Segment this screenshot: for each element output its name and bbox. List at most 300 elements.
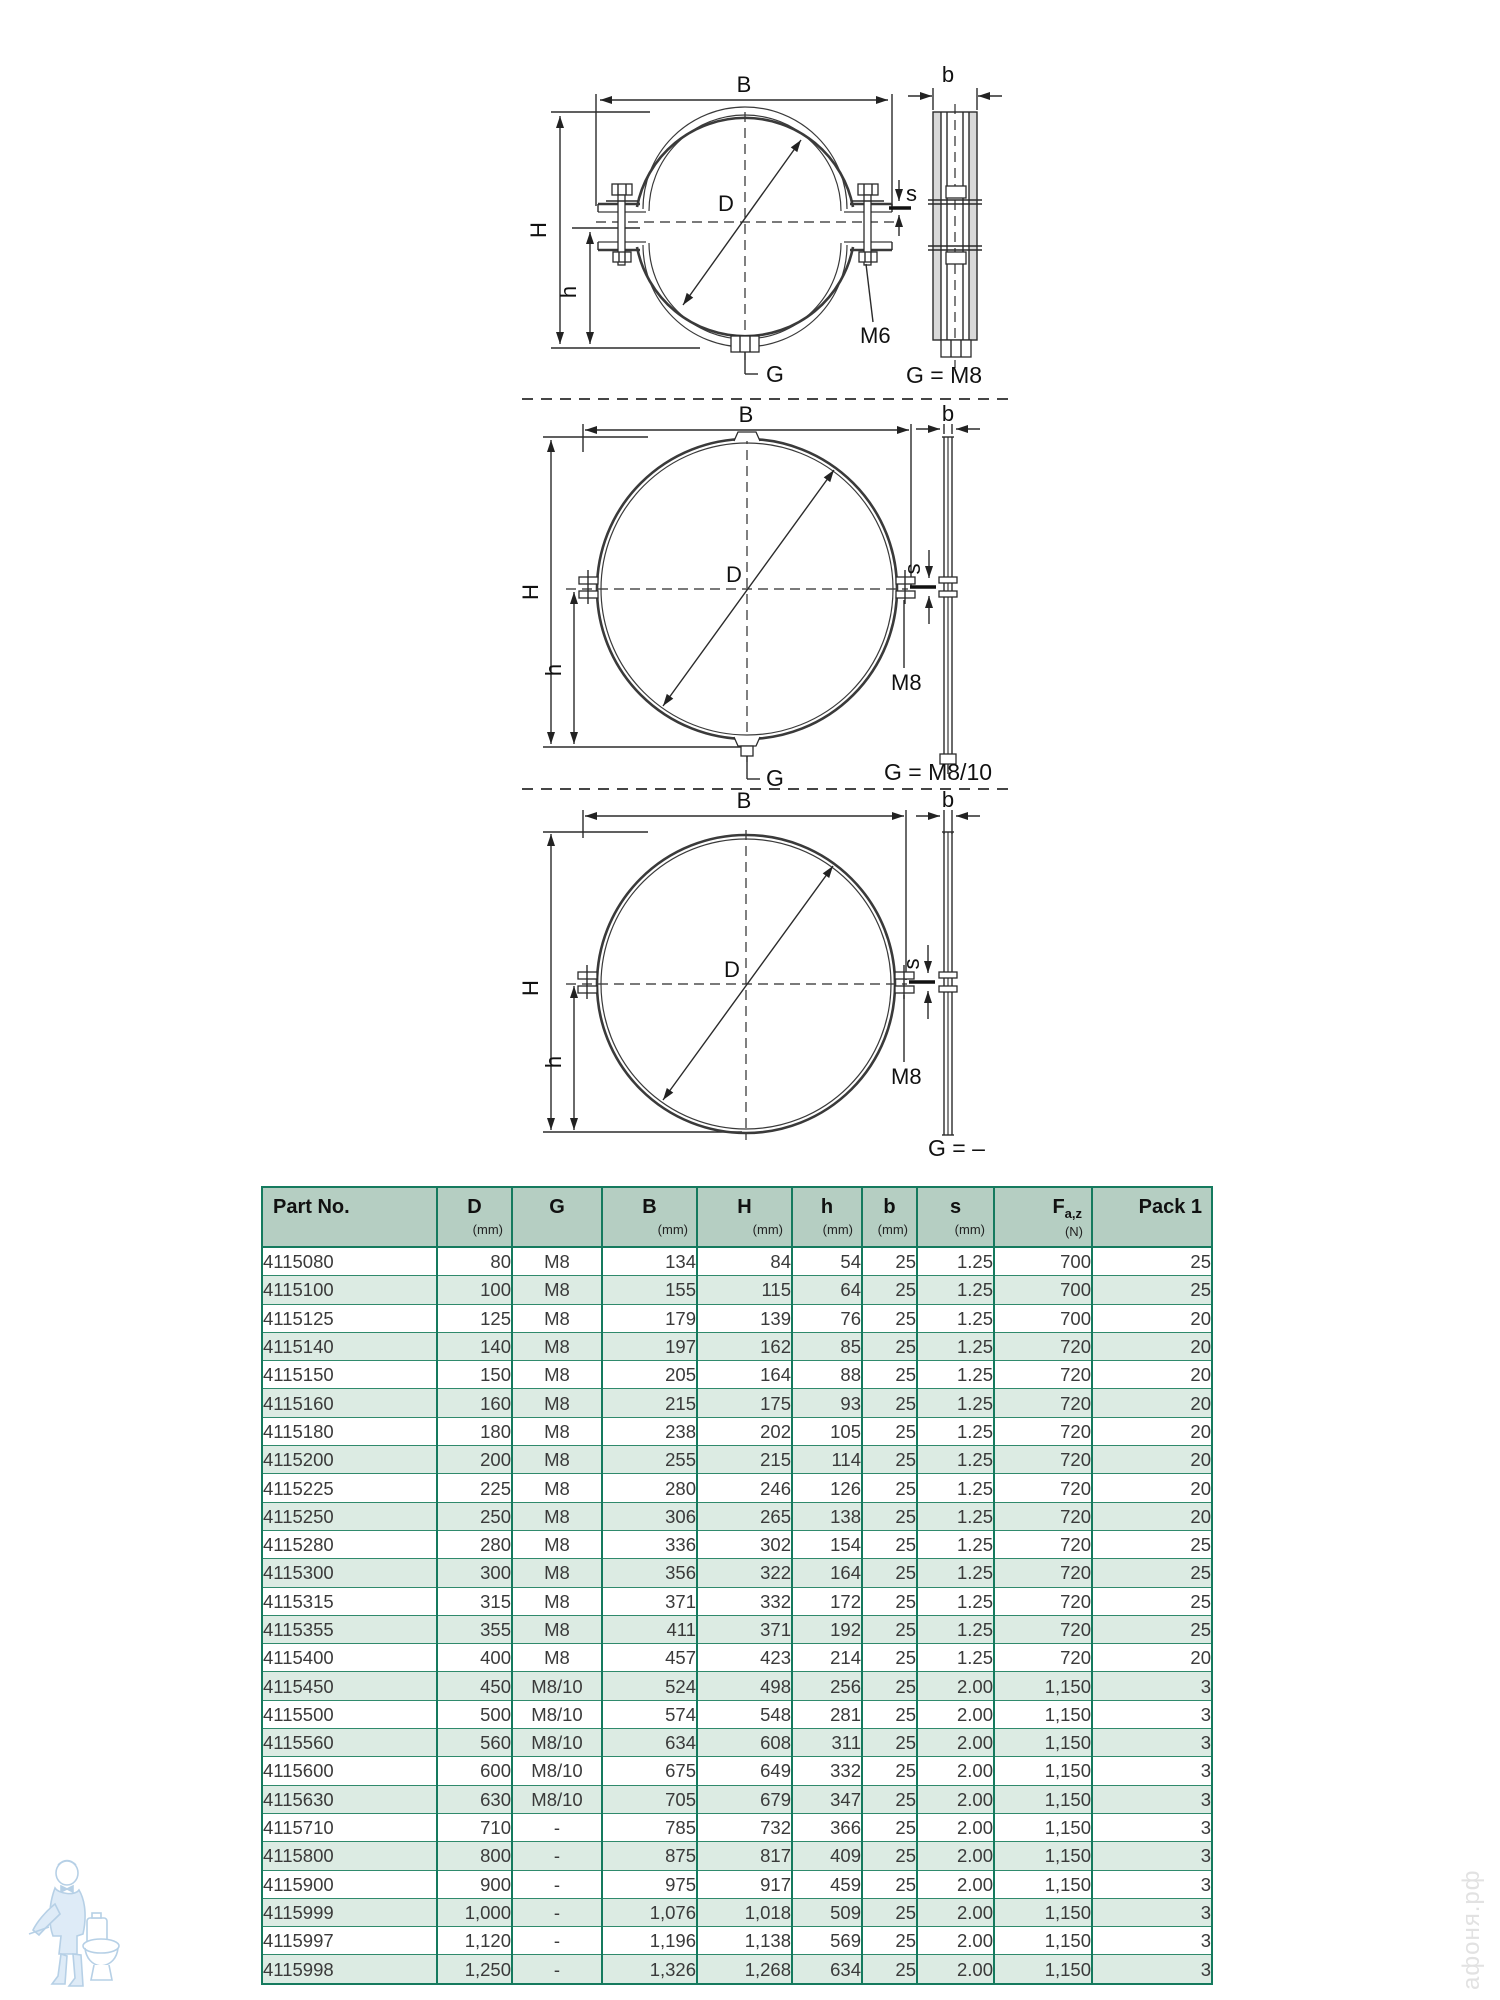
table-cell: 4115150 <box>262 1361 437 1389</box>
table-cell: 1,150 <box>994 1927 1092 1955</box>
table-cell: 2.00 <box>917 1672 994 1700</box>
table-row <box>262 1644 1212 1672</box>
thread-label: M8 <box>891 1064 922 1089</box>
table-cell: - <box>512 1842 602 1870</box>
table-cell: 80 <box>437 1247 512 1276</box>
table-cell: 1.25 <box>917 1446 994 1474</box>
table-cell: 4115315 <box>262 1587 437 1615</box>
table-cell: 500 <box>437 1700 512 1728</box>
table-cell: 25 <box>862 1729 917 1757</box>
table-cell: 25 <box>862 1955 917 1984</box>
table-cell: 197 <box>602 1332 697 1360</box>
table-row <box>262 1587 1212 1615</box>
table-cell: 1.25 <box>917 1474 994 1502</box>
table-cell: 4115160 <box>262 1389 437 1417</box>
col-header-part-no: Part No. <box>262 1187 437 1247</box>
table-cell: 509 <box>792 1898 862 1926</box>
table-row <box>262 1530 1212 1558</box>
table-cell: 105 <box>792 1417 862 1445</box>
table-cell: 238 <box>602 1417 697 1445</box>
table-cell: 3 <box>1092 1700 1212 1728</box>
table-cell: 347 <box>792 1785 862 1813</box>
table-cell: 25 <box>862 1842 917 1870</box>
dim-H <box>518 832 742 1132</box>
table-cell: 450 <box>437 1672 512 1700</box>
table-cell: 336 <box>602 1530 697 1558</box>
table-cell: 720 <box>994 1361 1092 1389</box>
table-body <box>262 1247 1212 1984</box>
table-row <box>262 1955 1212 1984</box>
thread-callout <box>860 264 891 348</box>
table-cell: M8 <box>512 1389 602 1417</box>
table-cell: 25 <box>862 1361 917 1389</box>
g-note: G = M8/10 <box>884 759 993 785</box>
table-cell: 720 <box>994 1417 1092 1445</box>
table-cell: - <box>512 1813 602 1841</box>
table-cell: 560 <box>437 1729 512 1757</box>
col-header-b-low: b (mm) <box>862 1187 917 1247</box>
col-header-d: D (mm) <box>437 1187 512 1247</box>
g-note: G = – <box>928 1135 985 1161</box>
table-cell: 2.00 <box>917 1785 994 1813</box>
table-cell: M8 <box>512 1417 602 1445</box>
table-cell: 25 <box>862 1644 917 1672</box>
table-cell: - <box>512 1870 602 1898</box>
spec-table <box>261 1186 1213 1985</box>
table-cell: 164 <box>792 1559 862 1587</box>
table-cell: 2.00 <box>917 1927 994 1955</box>
table-cell: 4115999 <box>262 1898 437 1926</box>
table-cell: 1,150 <box>994 1842 1092 1870</box>
left-lug <box>579 570 598 604</box>
table-cell: 720 <box>994 1559 1092 1587</box>
table-cell: 1,150 <box>994 1700 1092 1728</box>
table-cell: 634 <box>602 1729 697 1757</box>
g-boss <box>731 336 759 352</box>
table-row <box>262 1785 1212 1813</box>
table-cell: 150 <box>437 1361 512 1389</box>
table-cell: 1,120 <box>437 1927 512 1955</box>
table-cell: M8/10 <box>512 1785 602 1813</box>
table-cell: 4115800 <box>262 1842 437 1870</box>
table-cell: 4115225 <box>262 1474 437 1502</box>
clamp-side-view <box>939 437 957 774</box>
table-cell: 4115400 <box>262 1644 437 1672</box>
table-cell: 2.00 <box>917 1813 994 1841</box>
table-cell: 423 <box>697 1644 792 1672</box>
dim-label-s: s <box>899 958 924 970</box>
table-cell: 705 <box>602 1785 697 1813</box>
table-cell: 1.25 <box>917 1304 994 1332</box>
clamp-diagram-light-g <box>518 401 992 791</box>
dim-label-D: D <box>724 957 740 982</box>
table-row <box>262 1615 1212 1643</box>
table-cell: 700 <box>994 1304 1092 1332</box>
table-row <box>262 1332 1212 1360</box>
table-cell: 20 <box>1092 1389 1212 1417</box>
table-cell: 700 <box>994 1276 1092 1304</box>
table-cell: 1.25 <box>917 1559 994 1587</box>
table-cell: 975 <box>602 1870 697 1898</box>
table-cell: 411 <box>602 1615 697 1643</box>
table-cell: 630 <box>437 1785 512 1813</box>
table-cell: 1,150 <box>994 1898 1092 1926</box>
table-cell: 608 <box>697 1729 792 1757</box>
right-bolt <box>852 184 884 265</box>
dim-label-D: D <box>726 562 742 587</box>
table-row <box>262 1870 1212 1898</box>
table-cell: - <box>512 1898 602 1926</box>
table-cell: M8/10 <box>512 1672 602 1700</box>
table-cell: 25 <box>1092 1276 1212 1304</box>
table-cell: 88 <box>792 1361 862 1389</box>
table-cell: 25 <box>862 1276 917 1304</box>
table-cell: 4115080 <box>262 1247 437 1276</box>
table-cell: 1.25 <box>917 1530 994 1558</box>
table-cell: 25 <box>862 1332 917 1360</box>
table-cell: 457 <box>602 1644 697 1672</box>
table-cell: 720 <box>994 1502 1092 1530</box>
table-cell: 164 <box>697 1361 792 1389</box>
table-cell: 3 <box>1092 1729 1212 1757</box>
table-cell: 265 <box>697 1502 792 1530</box>
table-cell: 138 <box>792 1502 862 1530</box>
table-cell: 281 <box>792 1700 862 1728</box>
table-cell: 2.00 <box>917 1757 994 1785</box>
table-cell: 355 <box>437 1615 512 1643</box>
table-cell: 700 <box>994 1247 1092 1276</box>
table-cell: 115 <box>697 1276 792 1304</box>
table-cell: 172 <box>792 1587 862 1615</box>
table-cell: M8 <box>512 1587 602 1615</box>
table-cell: M8 <box>512 1559 602 1587</box>
left-lug <box>578 965 597 999</box>
table-row <box>262 1389 1212 1417</box>
table-cell: 250 <box>437 1502 512 1530</box>
col-header-g: G <box>512 1187 602 1247</box>
table-cell: M8 <box>512 1332 602 1360</box>
table-cell: 634 <box>792 1955 862 1984</box>
table-cell: 255 <box>602 1446 697 1474</box>
dim-label-H: H <box>526 222 551 238</box>
table-cell: 800 <box>437 1842 512 1870</box>
table-cell: 1.25 <box>917 1502 994 1530</box>
table-cell: 3 <box>1092 1672 1212 1700</box>
dim-h <box>541 592 574 744</box>
table-row <box>262 1417 1212 1445</box>
table-cell: 84 <box>697 1247 792 1276</box>
table-cell: 366 <box>792 1813 862 1841</box>
table-cell: 1.25 <box>917 1247 994 1276</box>
dim-H <box>518 437 742 747</box>
clamp-side-view <box>928 104 982 368</box>
table-cell: 1,150 <box>994 1785 1092 1813</box>
table-cell: M8 <box>512 1247 602 1276</box>
g-callout <box>745 352 784 387</box>
table-cell: 3 <box>1092 1757 1212 1785</box>
table-cell: M8 <box>512 1502 602 1530</box>
table-cell: 20 <box>1092 1361 1212 1389</box>
table-cell: 720 <box>994 1332 1092 1360</box>
g-callout <box>747 756 784 791</box>
table-cell: 25 <box>1092 1247 1212 1276</box>
table-cell: 25 <box>862 1672 917 1700</box>
table-cell: 400 <box>437 1644 512 1672</box>
table-cell: M8 <box>512 1615 602 1643</box>
table-cell: 1,150 <box>994 1955 1092 1984</box>
table-cell: 1,150 <box>994 1729 1092 1757</box>
dim-label-s: s <box>906 181 917 206</box>
table-cell: 2.00 <box>917 1898 994 1926</box>
table-cell: 300 <box>437 1559 512 1587</box>
table-cell: 1.25 <box>917 1587 994 1615</box>
table-cell: 371 <box>602 1587 697 1615</box>
table-cell: 1,138 <box>697 1927 792 1955</box>
table-cell: 548 <box>697 1700 792 1728</box>
table-cell: - <box>512 1927 602 1955</box>
table-cell: 4115600 <box>262 1757 437 1785</box>
table-cell: 4115997 <box>262 1927 437 1955</box>
table-cell: 875 <box>602 1842 697 1870</box>
table-cell: 1,018 <box>697 1898 792 1926</box>
table-row <box>262 1361 1212 1389</box>
table-row <box>262 1729 1212 1757</box>
table-cell: 4115710 <box>262 1813 437 1841</box>
dim-b <box>916 401 980 434</box>
dim-label-B: B <box>738 402 754 427</box>
site-watermark-text: афоня.рф <box>1458 1869 1485 1990</box>
table-cell: 20 <box>1092 1332 1212 1360</box>
table-cell: 20 <box>1092 1502 1212 1530</box>
table-cell: 154 <box>792 1530 862 1558</box>
table-cell: 25 <box>1092 1615 1212 1643</box>
table-cell: 4115630 <box>262 1785 437 1813</box>
table-cell: 1.25 <box>917 1276 994 1304</box>
table-cell: 2.00 <box>917 1700 994 1728</box>
dim-D <box>663 866 833 1100</box>
table-cell: 20 <box>1092 1304 1212 1332</box>
table-cell: 4115300 <box>262 1559 437 1587</box>
table-cell: 311 <box>792 1729 862 1757</box>
table-cell: 332 <box>792 1757 862 1785</box>
dim-B <box>583 402 911 588</box>
table-cell: 675 <box>602 1757 697 1785</box>
table-cell: 720 <box>994 1446 1092 1474</box>
table-cell: 524 <box>602 1672 697 1700</box>
table-cell: 574 <box>602 1700 697 1728</box>
table-row <box>262 1898 1212 1926</box>
table-cell: 817 <box>697 1842 792 1870</box>
table-cell: 192 <box>792 1615 862 1643</box>
plumber-logo-watermark <box>25 1852 125 1992</box>
col-header-h-cap: H (mm) <box>697 1187 792 1247</box>
table-cell: 720 <box>994 1615 1092 1643</box>
table-cell: 649 <box>697 1757 792 1785</box>
table-cell: 20 <box>1092 1446 1212 1474</box>
table-cell: 140 <box>437 1332 512 1360</box>
table-cell: 1.25 <box>917 1332 994 1360</box>
col-header-f: $F_{a,z}$ (N) <box>994 1187 1092 1247</box>
left-bolt <box>606 184 638 265</box>
table-cell: 3 <box>1092 1898 1212 1926</box>
table-cell: 215 <box>602 1389 697 1417</box>
table-cell: 4115100 <box>262 1276 437 1304</box>
table-cell: 1,150 <box>994 1870 1092 1898</box>
table-cell: M8/10 <box>512 1700 602 1728</box>
table-cell: 3 <box>1092 1842 1212 1870</box>
table-cell: 25 <box>862 1389 917 1417</box>
table-cell: 200 <box>437 1446 512 1474</box>
dim-label-B: B <box>736 72 752 97</box>
table-cell: 280 <box>437 1530 512 1558</box>
table-cell: 125 <box>437 1304 512 1332</box>
dim-label-h: h <box>541 663 566 677</box>
dim-label-b: b <box>941 401 955 426</box>
dim-label-H: H <box>518 584 543 600</box>
table-cell: 409 <box>792 1842 862 1870</box>
table-cell: 1,150 <box>994 1813 1092 1841</box>
table-cell: 20 <box>1092 1644 1212 1672</box>
table-cell: M8 <box>512 1276 602 1304</box>
table-cell: 214 <box>792 1644 862 1672</box>
table-cell: 332 <box>697 1587 792 1615</box>
clamp-side-view <box>939 832 957 1135</box>
table-cell: 1,250 <box>437 1955 512 1984</box>
table-cell: 3 <box>1092 1785 1212 1813</box>
table-cell: 1,076 <box>602 1898 697 1926</box>
table-cell: 1.25 <box>917 1615 994 1643</box>
dim-label-H: H <box>518 980 543 996</box>
table-cell: M8 <box>512 1644 602 1672</box>
table-cell: 4115355 <box>262 1615 437 1643</box>
table-cell: 25 <box>862 1615 917 1643</box>
table-cell: 1.25 <box>917 1361 994 1389</box>
dim-b <box>908 62 1002 110</box>
table-cell: M8/10 <box>512 1729 602 1757</box>
table-cell: 202 <box>697 1417 792 1445</box>
table-cell: 114 <box>792 1446 862 1474</box>
table-cell: 1,326 <box>602 1955 697 1984</box>
table-cell: 256 <box>792 1672 862 1700</box>
dim-label-s: s <box>900 563 925 575</box>
table-cell: 25 <box>862 1559 917 1587</box>
table-cell: 134 <box>602 1247 697 1276</box>
table-row <box>262 1304 1212 1332</box>
table-cell: 20 <box>1092 1474 1212 1502</box>
table-cell: 3 <box>1092 1955 1212 1984</box>
dim-label-h: h <box>556 285 581 299</box>
table-cell: 175 <box>697 1389 792 1417</box>
table-cell: 4115560 <box>262 1729 437 1757</box>
table-cell: 917 <box>697 1870 792 1898</box>
table-cell: 569 <box>792 1927 862 1955</box>
table-cell: 54 <box>792 1247 862 1276</box>
table-cell: 3 <box>1092 1813 1212 1841</box>
table-cell: 4115140 <box>262 1332 437 1360</box>
table-cell: 25 <box>862 1474 917 1502</box>
table-cell: 720 <box>994 1530 1092 1558</box>
table-cell: 25 <box>862 1417 917 1445</box>
g-label: G <box>766 361 784 387</box>
table-cell: 720 <box>994 1587 1092 1615</box>
table-cell: 1,000 <box>437 1898 512 1926</box>
table-row <box>262 1247 1212 1276</box>
thread-label: M6 <box>860 323 891 348</box>
table-cell: 25 <box>862 1247 917 1276</box>
col-header-h-low: h (mm) <box>792 1187 862 1247</box>
table-cell: 302 <box>697 1530 792 1558</box>
table-row <box>262 1927 1212 1955</box>
table-cell: 2.00 <box>917 1955 994 1984</box>
table-row <box>262 1672 1212 1700</box>
table-cell: 4115998 <box>262 1955 437 1984</box>
table-cell: 25 <box>1092 1587 1212 1615</box>
table-row <box>262 1757 1212 1785</box>
table-cell: 25 <box>1092 1559 1212 1587</box>
table-cell: 679 <box>697 1785 792 1813</box>
table-cell: 139 <box>697 1304 792 1332</box>
table-cell: 64 <box>792 1276 862 1304</box>
table-row <box>262 1474 1212 1502</box>
table-cell: 25 <box>862 1587 917 1615</box>
table-cell: 732 <box>697 1813 792 1841</box>
table-cell: 322 <box>697 1559 792 1587</box>
table-cell: - <box>512 1955 602 1984</box>
table-cell: 25 <box>862 1757 917 1785</box>
g-label: G <box>766 765 784 791</box>
table-cell: 3 <box>1092 1870 1212 1898</box>
table-cell: 4115280 <box>262 1530 437 1558</box>
clamp-diagram-heavy <box>526 62 1002 388</box>
table-cell: 720 <box>994 1474 1092 1502</box>
dim-label-D: D <box>718 191 734 216</box>
dim-label-b: b <box>941 787 955 812</box>
table-cell: 4115450 <box>262 1672 437 1700</box>
table-cell: M8 <box>512 1530 602 1558</box>
table-cell: 1,150 <box>994 1757 1092 1785</box>
table-cell: 25 <box>1092 1530 1212 1558</box>
col-header-b-cap: B (mm) <box>602 1187 697 1247</box>
dim-b <box>916 787 980 834</box>
spec-table-wrap <box>261 1186 1213 1985</box>
table-cell: 25 <box>862 1502 917 1530</box>
table-cell: 371 <box>697 1615 792 1643</box>
table-cell: 785 <box>602 1813 697 1841</box>
table-row <box>262 1502 1212 1530</box>
table-cell: M8 <box>512 1474 602 1502</box>
table-header-row <box>262 1187 1212 1247</box>
table-cell: 600 <box>437 1757 512 1785</box>
table-cell: 1.25 <box>917 1389 994 1417</box>
table-cell: 4115200 <box>262 1446 437 1474</box>
table-cell: 25 <box>862 1530 917 1558</box>
table-cell: 215 <box>697 1446 792 1474</box>
table-cell: 180 <box>437 1417 512 1445</box>
col-header-pack: Pack 1 <box>1092 1187 1212 1247</box>
table-cell: 155 <box>602 1276 697 1304</box>
thread-label: M8 <box>891 670 922 695</box>
table-cell: 4115125 <box>262 1304 437 1332</box>
table-cell: 1,268 <box>697 1955 792 1984</box>
table-cell: 25 <box>862 1304 917 1332</box>
table-cell: 1,150 <box>994 1672 1092 1700</box>
table-cell: 2.00 <box>917 1729 994 1757</box>
table-row <box>262 1559 1212 1587</box>
table-cell: 126 <box>792 1474 862 1502</box>
table-cell: 2.00 <box>917 1870 994 1898</box>
dim-H <box>526 112 700 348</box>
table-cell: M8/10 <box>512 1757 602 1785</box>
